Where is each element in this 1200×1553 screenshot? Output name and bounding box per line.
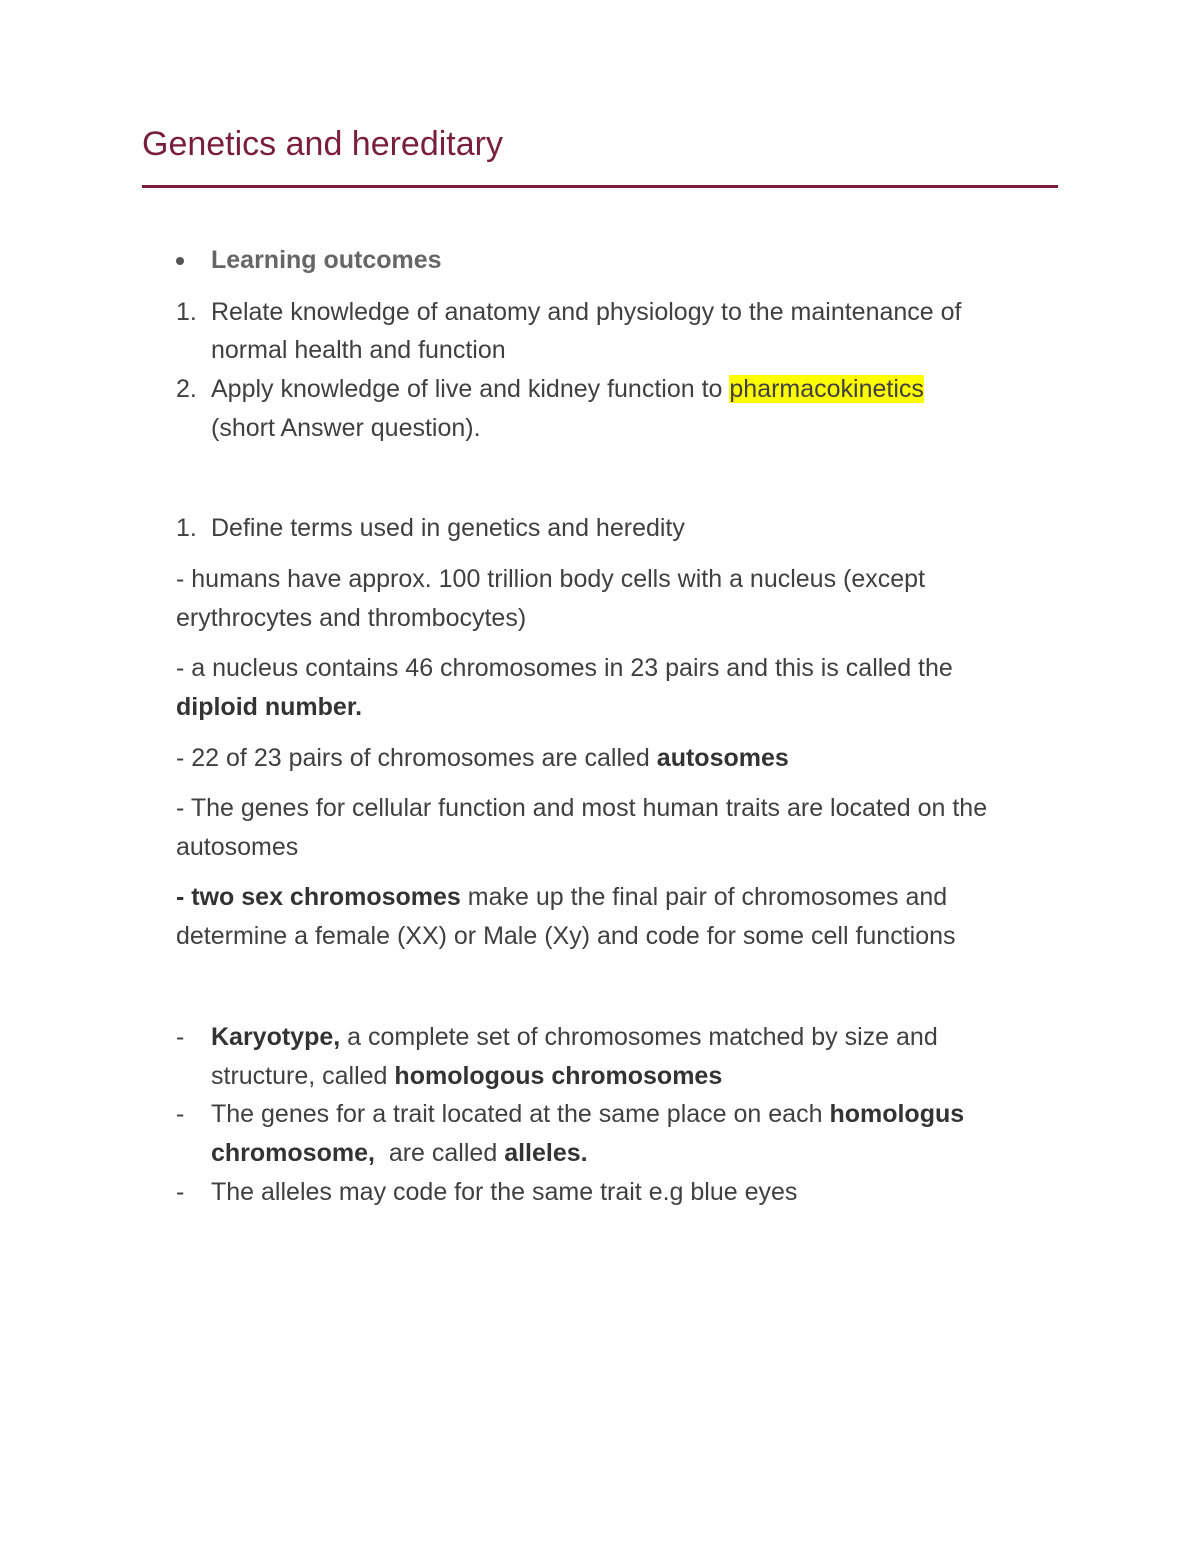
bold-term: homologus (829, 1100, 965, 1128)
dash-marker: - (176, 1023, 185, 1051)
dash-marker: - (176, 1100, 185, 1128)
paragraph-line (176, 691, 362, 723)
section-number: 1. (176, 514, 197, 542)
paragraph-line: - humans have approx. 100 trillion body cells with a nucleus (except (176, 565, 926, 593)
list-item: Karyotype, a complete set of chromosomes matched by size and (211, 1023, 938, 1051)
bullet-icon (176, 257, 184, 265)
list-item: chromosome, are called alleles. (211, 1139, 588, 1167)
outcome-number: 1. (176, 298, 197, 326)
bold-term: chromosome, (211, 1139, 375, 1167)
section-heading: Define terms used in genetics and heredity (211, 514, 685, 542)
paragraph-line: - The genes for cellular function and most human traits are located on the (176, 794, 988, 822)
highlighted-term: pharmacokinetics (729, 375, 924, 403)
list-item: structure, called homologous chromosomes (211, 1062, 723, 1090)
bold-term: - two sex chromosomes (176, 883, 461, 911)
bold-term: autosomes (656, 744, 789, 772)
list-item: The genes for a trait located at the same place on each homologus (211, 1100, 965, 1128)
outcome-text: Apply knowledge of live and kidney function to pharmacokinetics (211, 375, 924, 403)
bold-term: alleles. (504, 1139, 588, 1167)
paragraph-line: - 22 of 23 pairs of chromosomes are called autosomes (176, 744, 789, 772)
bold-term: Karyotype, (211, 1023, 341, 1051)
outcome-text: normal health and function (211, 336, 506, 364)
page-title: Genetics and hereditary (142, 125, 503, 163)
paragraph-line: - two sex chromosomes make up the final pair of chromosomes and (176, 883, 948, 911)
paragraph-line: - a nucleus contains 46 chromosomes in 23 pairs and this is called the (176, 654, 953, 682)
paragraph-line: autosomes (176, 833, 299, 861)
bold-term: diploid number. (176, 693, 363, 721)
bold-term: homologous chromosomes (394, 1062, 723, 1090)
paragraph-line: erythrocytes and thrombocytes) (176, 604, 527, 632)
outcome-text: Relate knowledge of anatomy and physiology to the maintenance of (211, 298, 962, 326)
outcome-number: 2. (176, 375, 197, 403)
paragraph-line: determine a female (XX) or Male (Xy) and code for some cell functions (176, 922, 956, 950)
list-item: The alleles may code for the same trait e.g blue eyes (211, 1178, 798, 1206)
outcome-text: (short Answer question). (211, 414, 481, 442)
learning-outcomes-heading: Learning outcomes (211, 246, 442, 274)
dash-marker: - (176, 1178, 185, 1206)
title-underline (142, 185, 1058, 188)
